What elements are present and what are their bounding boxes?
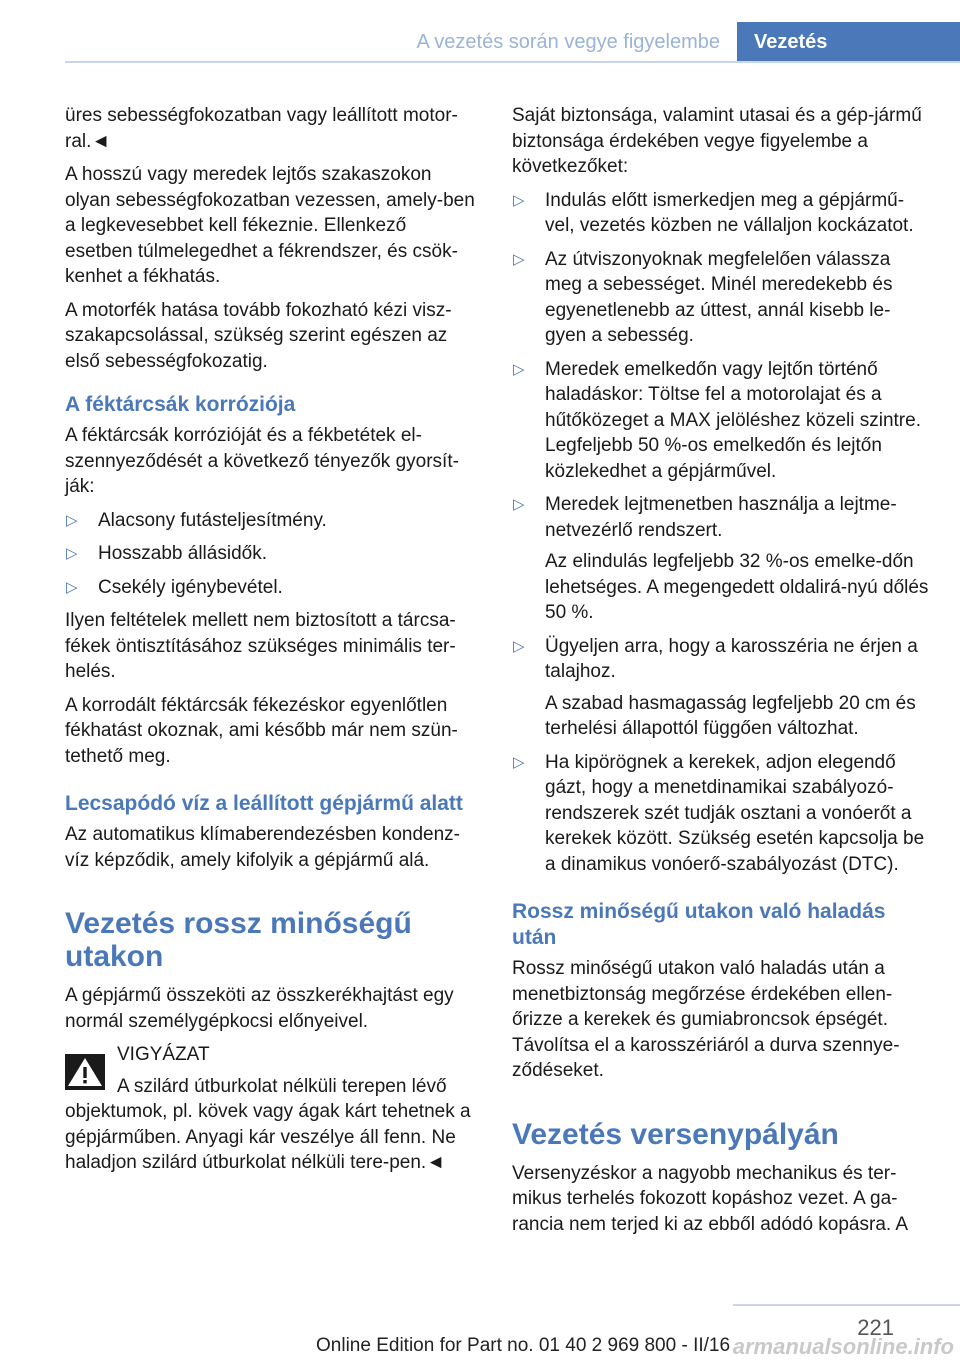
warning-text: A szilárd útburkolat nélküli terepen lévő objektumok, pl. kövek vagy ágak kárt tehetnek a gépjárműben. Anyagi kár veszélye áll fenn. Ne haladjon szilárd útburkolat nélküli tere-pen.◄ <box>65 1075 471 1173</box>
heading-after-rough-roads: Rossz minőségű utakon való haladás után <box>512 900 886 949</box>
edition-footer: Online Edition for Part no. 01 40 2 969 800 - II/16 <box>316 1335 731 1356</box>
bullet-list <box>512 188 930 878</box>
list-item <box>512 634 930 742</box>
list-item <box>65 508 478 534</box>
list-item-text: Hosszabb állásidők. <box>98 543 267 564</box>
list-item-text: Alacsony futásteljesítmény. <box>98 509 327 531</box>
list-item-note: A szabad hasmagasság legfeljebb 20 cm és terhelési állapottól függően változhat. <box>545 692 916 739</box>
heading-condensation: Lecsapódó víz a leállított gépjármű alatt <box>65 792 463 815</box>
bullet-triangle-icon: ▷ <box>513 496 525 513</box>
watermark: armanualsonline.info <box>732 1334 954 1359</box>
list-item-text: Meredek lejtmenetben használja a lejtme-netvezérlő rendszert. <box>545 494 897 541</box>
paragraph: A korrodált féktárcsák fékezéskor egyenlőtlen fékhatást okoznak, ami később már nem szün-tethető meg. <box>65 694 458 767</box>
bullet-triangle-icon: ▷ <box>66 578 78 596</box>
running-header-section: A vezetés során vegye figyelembe <box>416 31 720 53</box>
list-item <box>65 541 478 567</box>
warning-icon <box>65 1054 105 1090</box>
list-item-text: Ha kipörögnek a kerekek, adjon elegendő gázt, hogy a menetdinamikai szabályozó-rendszerek szét tudják osztani a vonóerőt a kerekek között. Szükség esetén kapcsolja be a dinamikus vonóerő-szabályozást (DTC). <box>545 751 925 875</box>
paragraph: Saját biztonsága, valamint utasai és a gép-jármű biztonsága érdekében vegye figyelembe a következőket: <box>512 105 922 177</box>
paragraph: Versenyzéskor a nagyobb mechanikus és ter-mikus terhelés fokozott kopáshoz vezet. A ga-rancia nem terjed ki az ebből adódó kopásra. A <box>512 1162 909 1235</box>
bullet-triangle-icon: ▷ <box>513 360 525 378</box>
list-item <box>512 750 930 878</box>
list-item-text: Az útviszonyoknak megfelelően válassza meg a sebességet. Minél meredekebb és egyenetlenebb az úttest, annál kisebb le-gyen a sebesség. <box>545 248 893 346</box>
list-item <box>65 575 478 601</box>
paragraph: Ilyen feltételek mellett nem biztosított a tárcsa-fékek öntisztításához szükséges minimális ter-helés. <box>65 610 456 682</box>
paragraph: A gépjármű összeköti az összkerékhajtást egy normál személygépkocsi előnyeivel. <box>65 985 454 1032</box>
heading-race-track: Vezetés versenypályán <box>512 1117 839 1151</box>
left-column <box>65 103 478 1176</box>
paragraph: A hosszú vagy meredek lejtős szakaszokon olyan sebességfokozatban vezessen, amely-ben a legkevesebbet kell fékeznie. Ellenkező esetben túlmelegedhet a fékrendszer, és csök-kenhet a fékhatás. <box>65 164 475 287</box>
paragraph: A féktárcsák korrózióját és a fékbetétek el-szennyeződését a következő tényezők gyorsít-ják: <box>65 425 459 497</box>
heading-rough-roads: Vezetés rossz minőségű utakon <box>65 907 412 973</box>
header-rule <box>65 61 960 63</box>
bullet-triangle-icon: ▷ <box>513 191 525 209</box>
right-column <box>512 103 930 1245</box>
warning-box <box>65 1042 478 1176</box>
bullet-triangle-icon: ▷ <box>66 545 78 562</box>
heading-brake-disc-corrosion: A féktárcsák korróziója <box>65 393 296 416</box>
warning-title: VIGYÁZAT <box>117 1044 210 1065</box>
bullet-list <box>65 508 478 601</box>
list-item-note: Az elindulás legfeljebb 32 %-os emelke-dőn lehetséges. A megengedett oldalirá-nyú dőlés 50 %. <box>545 551 929 623</box>
paragraph: Rossz minőségű utakon való haladás után a menetbiztonság megőrzése érdekében ellen-őrizze a kerekek és gumiabroncsok épségét. Távolítsa el a karosszériáról a durva szennye-ződéseket. <box>512 958 900 1081</box>
list-item-text: Meredek emelkedőn vagy lejtőn történő haladáskor: Töltse fel a motorolajat és a hűtőközeget a MAX jelöléshez közeli szintre. Legfeljebb 50 %-os emelkedőn és lejtőn közlekedhet a gépjárművel. <box>545 358 921 482</box>
paragraph: Az automatikus klímaberendezésben kondenz-víz képződik, amely kifolyik a gépjármű alá. <box>65 824 461 871</box>
bullet-triangle-icon: ▷ <box>513 753 525 771</box>
list-item-text: Ügyeljen arra, hogy a karosszéria ne érjen a talajhoz. <box>545 635 918 682</box>
paragraph: üres sebességfokozatban vagy leállított motor-ral.◄ <box>65 105 458 152</box>
bullet-triangle-icon: ▷ <box>66 511 78 529</box>
bullet-triangle-icon: ▷ <box>513 637 525 655</box>
page-number-rule <box>733 1304 960 1306</box>
list-item <box>512 188 930 239</box>
chapter-tab: Vezetés <box>737 22 960 63</box>
list-item <box>512 247 930 349</box>
paragraph: A motorfék hatása tovább fokozható kézi visz-szakapcsolással, szükség szerint egészen az első sebességfokozatig. <box>65 299 452 372</box>
list-item-text: Csekély igénybevétel. <box>98 576 283 598</box>
list-item-text: Indulás előtt ismerkedjen meg a gépjármű-vel, vezetés közben ne vállaljon kockázatot. <box>545 189 914 236</box>
page-number: 221 <box>857 1315 894 1340</box>
list-item <box>512 357 930 485</box>
bullet-triangle-icon: ▷ <box>513 250 525 268</box>
list-item <box>512 492 930 626</box>
